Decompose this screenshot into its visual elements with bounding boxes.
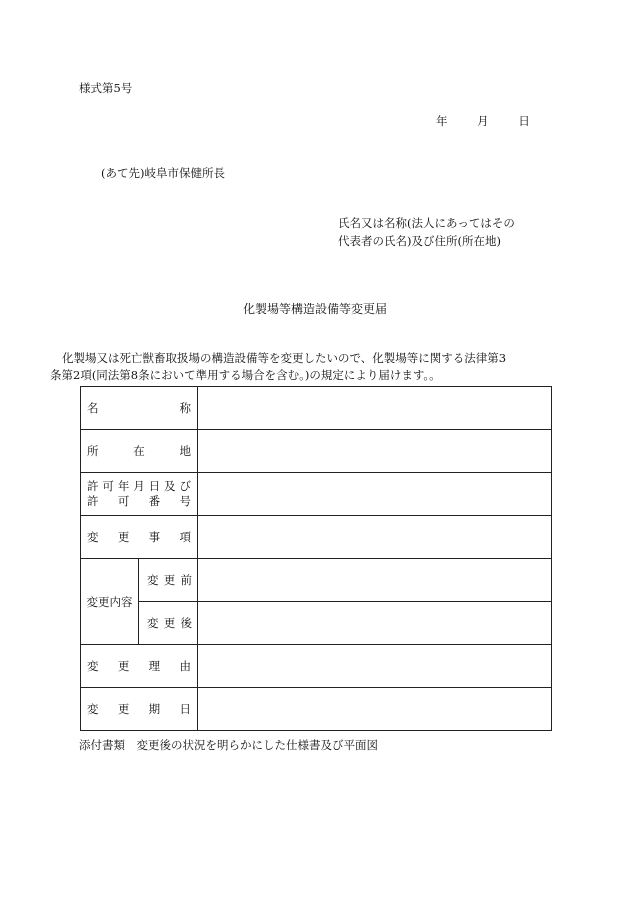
- label-char: 許: [87, 479, 99, 493]
- body-line-1: 化製場又は死亡獣畜取扱場の構造設備等を変更したいので、化製場等に関する法律第3: [62, 351, 507, 365]
- date-year: 年: [436, 114, 448, 128]
- label-char: び: [179, 479, 191, 493]
- label-char: 称: [179, 401, 191, 415]
- form-table: [80, 386, 552, 731]
- label-char: 項: [179, 530, 191, 544]
- label-char: 名: [87, 401, 99, 415]
- input-period[interactable]: [198, 688, 552, 731]
- row-location: [81, 430, 552, 473]
- body-line-2: 条第2項(同法第8条において準用する場合を含む。)の規定により届けます。。: [50, 368, 441, 382]
- attachment-note: 添付書類 変更後の状況を明らかにした仕様書及び平面図: [79, 738, 378, 752]
- body-text: [50, 350, 507, 384]
- row-name: [81, 387, 552, 430]
- label-char: 所: [87, 444, 99, 458]
- input-location[interactable]: [198, 430, 552, 473]
- row-period: [81, 688, 552, 731]
- label-char: 期: [148, 702, 161, 716]
- input-name[interactable]: [198, 387, 552, 430]
- label-char: 許: [87, 494, 99, 508]
- label-char: 日: [179, 702, 191, 716]
- date-line: [436, 113, 530, 129]
- label-char: 番: [148, 494, 161, 508]
- label-char: 日: [148, 479, 161, 493]
- document-title: 化製場等構造設備等変更届: [242, 302, 387, 316]
- label-char: 月: [133, 479, 145, 493]
- form-number: 様式第5号: [79, 81, 133, 95]
- label-char: 後: [180, 616, 192, 630]
- label-char: 変: [87, 530, 99, 544]
- row-change-after: [81, 602, 552, 645]
- date-month: 月: [477, 114, 489, 128]
- label-char: 更: [117, 530, 130, 544]
- applicant-line-2: 代表者の氏名)及び住所(所在地): [338, 234, 501, 248]
- label-char: 更: [163, 616, 176, 630]
- label-permit: [81, 473, 198, 516]
- label-char: 及: [164, 479, 176, 493]
- label-char: 更: [163, 573, 176, 587]
- input-before[interactable]: [198, 559, 552, 602]
- label-reason: [81, 645, 198, 688]
- label-char: 号: [179, 494, 191, 508]
- row-change-before: [81, 559, 552, 602]
- label-char: 変: [147, 616, 159, 630]
- label-char: 事: [148, 530, 161, 544]
- applicant-line-1: 氏名又は名称(法人にあってはその: [338, 216, 515, 230]
- label-change-content: 変更内容: [81, 559, 139, 645]
- label-char: 変: [87, 702, 99, 716]
- label-name: [81, 387, 198, 430]
- label-location: [81, 430, 198, 473]
- row-permit: [81, 473, 552, 516]
- label-char: 由: [179, 659, 191, 673]
- input-permit[interactable]: [198, 473, 552, 516]
- input-after[interactable]: [198, 602, 552, 645]
- applicant-block: [338, 214, 515, 250]
- input-reason[interactable]: [198, 645, 552, 688]
- label-char: 変: [87, 659, 99, 673]
- date-day: 日: [518, 114, 530, 128]
- label-char: 地: [179, 444, 191, 458]
- label-char: 更: [117, 702, 130, 716]
- label-period: [81, 688, 198, 731]
- label-char: 在: [133, 444, 145, 458]
- row-change-items: [81, 516, 552, 559]
- label-char: 更: [117, 659, 130, 673]
- label-char: 年: [117, 479, 130, 493]
- row-reason: [81, 645, 552, 688]
- label-before: [139, 559, 198, 602]
- input-change-items[interactable]: [198, 516, 552, 559]
- label-char: 前: [180, 573, 192, 587]
- label-char: 可: [117, 494, 130, 508]
- label-char: 変: [147, 573, 159, 587]
- label-change-items: [81, 516, 198, 559]
- label-after: [139, 602, 198, 645]
- label-char: 可: [102, 479, 114, 493]
- label-char: 理: [148, 659, 161, 673]
- addressee: (あて先)岐阜市保健所長: [101, 166, 225, 180]
